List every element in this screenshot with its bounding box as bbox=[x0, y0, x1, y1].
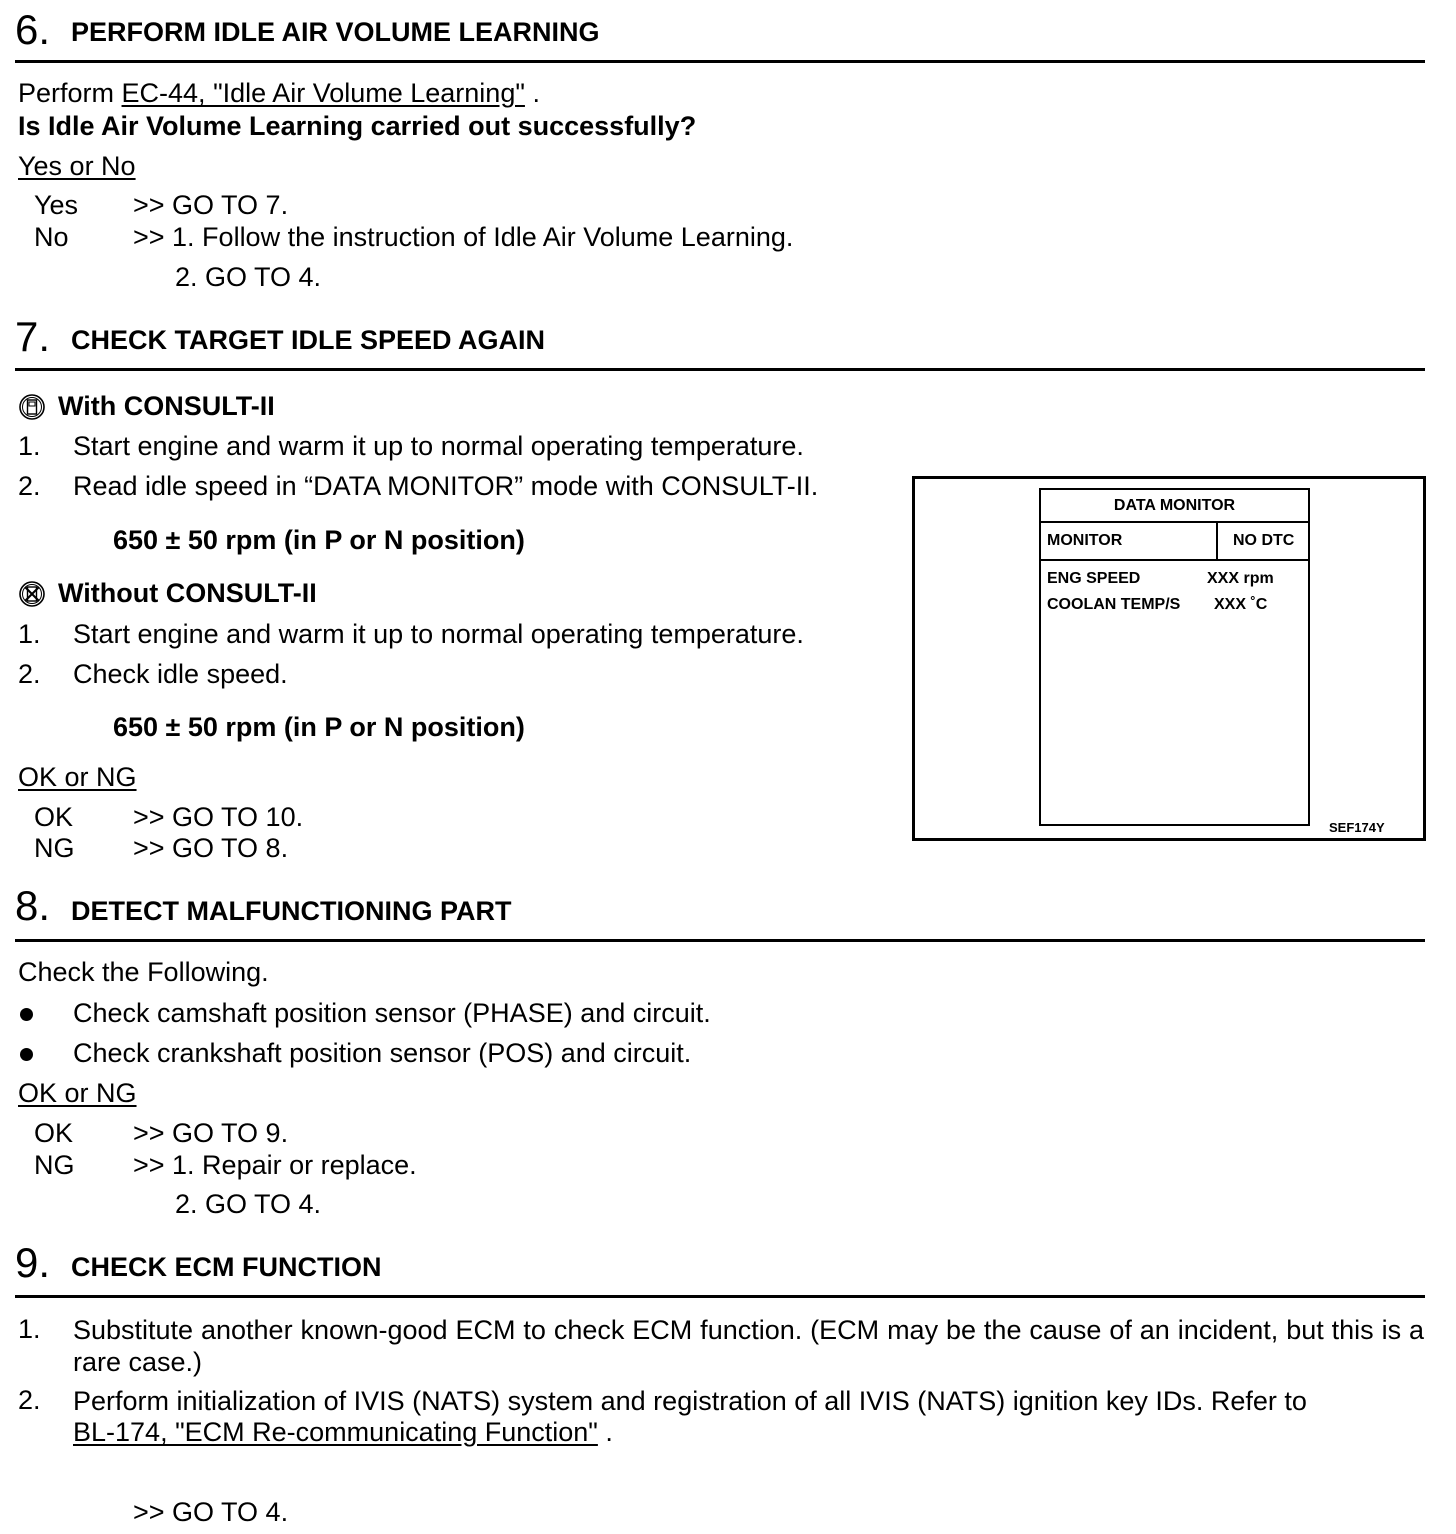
bullet-crankshaft: Check crankshaft position sensor (POS) and circuit. bbox=[73, 1038, 692, 1068]
with-step-2-num: 2. bbox=[18, 471, 41, 501]
bullet-dot bbox=[20, 1048, 33, 1061]
section-6-rule bbox=[15, 60, 1425, 63]
ecm-step-1-num: 1. bbox=[18, 1314, 41, 1344]
spec-without-consult: 650 ± 50 rpm (in P or N position) bbox=[113, 712, 525, 742]
without-consult-label: Without CONSULT-II bbox=[58, 578, 317, 608]
data-monitor-panel bbox=[1039, 488, 1310, 826]
result-action-ok: >> GO TO 10. bbox=[133, 802, 304, 832]
signal-value-eng-speed: XXX rpm bbox=[1207, 570, 1274, 587]
section-9-title: CHECK ECM FUNCTION bbox=[71, 1252, 382, 1282]
section-8-intro: Check the Following. bbox=[18, 957, 269, 987]
section-6-question: Is Idle Air Volume Learning carried out successfully? bbox=[18, 111, 697, 141]
with-step-2-text: Read idle speed in “DATA MONITOR” mode with CONSULT-II. bbox=[73, 471, 819, 501]
section-8-title: DETECT MALFUNCTIONING PART bbox=[71, 896, 512, 926]
section-8-result-header: OK or NG bbox=[18, 1078, 137, 1108]
ecm-step-1-text: Substitute another known-good ECM to check ECM function. (ECM may be the cause of an incident, but this is a rare case.) bbox=[73, 1315, 1424, 1377]
section-9-number: 9. bbox=[15, 1239, 51, 1286]
dtc-status: NO DTC bbox=[1233, 532, 1295, 549]
with-step-1-num: 1. bbox=[18, 431, 41, 461]
monitor-divider bbox=[1216, 523, 1218, 559]
result-key-no: No bbox=[34, 222, 69, 252]
section-6-number: 6. bbox=[15, 6, 51, 53]
without-step-1-num: 1. bbox=[18, 619, 41, 649]
spec-with-consult: 650 ± 50 rpm (in P or N position) bbox=[113, 525, 525, 555]
section-8-number: 8. bbox=[15, 882, 51, 929]
section-6-perform-line bbox=[18, 78, 540, 108]
data-monitor-title: DATA MONITOR bbox=[1041, 490, 1308, 523]
without-step-2-num: 2. bbox=[18, 659, 41, 689]
monitor-header-row bbox=[1041, 523, 1308, 561]
monitor-label: MONITOR bbox=[1047, 532, 1123, 549]
result-key-ok: OK bbox=[34, 1118, 74, 1148]
result-action-ng: >> GO TO 8. bbox=[133, 833, 289, 863]
ecm-step-2-text: Perform initialization of IVIS (NATS) system and registration of all IVIS (NATS) ignition key IDs. Refer to bbox=[73, 1386, 1307, 1416]
section-9-final: >> GO TO 4. bbox=[133, 1497, 289, 1527]
idle-air-volume-learning-link[interactable]: EC-44, "Idle Air Volume Learning" bbox=[121, 78, 525, 108]
bullet-camshaft: Check camshaft position sensor (PHASE) and circuit. bbox=[73, 998, 711, 1028]
result-ng-extra: 2. GO TO 4. bbox=[175, 1189, 322, 1219]
without-consult-icon bbox=[18, 580, 46, 608]
bullet-dot bbox=[20, 1008, 33, 1021]
section-7-rule bbox=[15, 368, 1425, 371]
signal-value-coolant-temp: XXX ˚C bbox=[1214, 596, 1268, 613]
with-consult-label: With CONSULT-II bbox=[58, 391, 275, 421]
signal-name-eng-speed: ENG SPEED bbox=[1047, 570, 1141, 587]
result-key-ng: NG bbox=[34, 1150, 75, 1180]
result-action-yes: >> GO TO 7. bbox=[133, 190, 289, 220]
section-6-result-header: Yes or No bbox=[18, 151, 136, 181]
result-key-ok: OK bbox=[34, 802, 74, 832]
ecm-step-2-num: 2. bbox=[18, 1385, 41, 1415]
without-step-2-text: Check idle speed. bbox=[73, 659, 288, 689]
section-8-rule bbox=[15, 939, 1425, 942]
figure-code: SEF174Y bbox=[1329, 820, 1385, 835]
signal-name-coolant-temp: COOLAN TEMP/S bbox=[1047, 596, 1181, 613]
data-monitor-figure bbox=[912, 476, 1426, 841]
without-step-1-text: Start engine and warm it up to normal operating temperature. bbox=[73, 619, 804, 649]
with-consult-icon bbox=[18, 393, 46, 421]
section-7-number: 7. bbox=[15, 313, 51, 360]
result-key-ng: NG bbox=[34, 833, 75, 863]
section-6-title: PERFORM IDLE AIR VOLUME LEARNING bbox=[71, 17, 600, 47]
section-9-rule bbox=[15, 1295, 1425, 1298]
ecm-recommunicating-link[interactable]: BL-174, "ECM Re-communicating Function" bbox=[73, 1417, 598, 1447]
section-7-title: CHECK TARGET IDLE SPEED AGAIN bbox=[71, 325, 546, 355]
result-action-ok: >> GO TO 9. bbox=[133, 1118, 289, 1148]
ecm-ref-suffix: . bbox=[597, 1417, 613, 1447]
with-step-1-text: Start engine and warm it up to normal operating temperature. bbox=[73, 431, 804, 461]
result-key-yes: Yes bbox=[34, 190, 79, 220]
result-no-extra: 2. GO TO 4. bbox=[175, 262, 322, 292]
result-action-ng: >> 1. Repair or replace. bbox=[133, 1150, 417, 1180]
result-action-no: >> 1. Follow the instruction of Idle Air Volume Learning. bbox=[133, 222, 794, 252]
section-7-result-header: OK or NG bbox=[18, 762, 137, 792]
perform-suffix: . bbox=[524, 78, 540, 108]
ecm-step-2-ref bbox=[73, 1417, 613, 1447]
perform-prefix: Perform bbox=[18, 78, 122, 108]
